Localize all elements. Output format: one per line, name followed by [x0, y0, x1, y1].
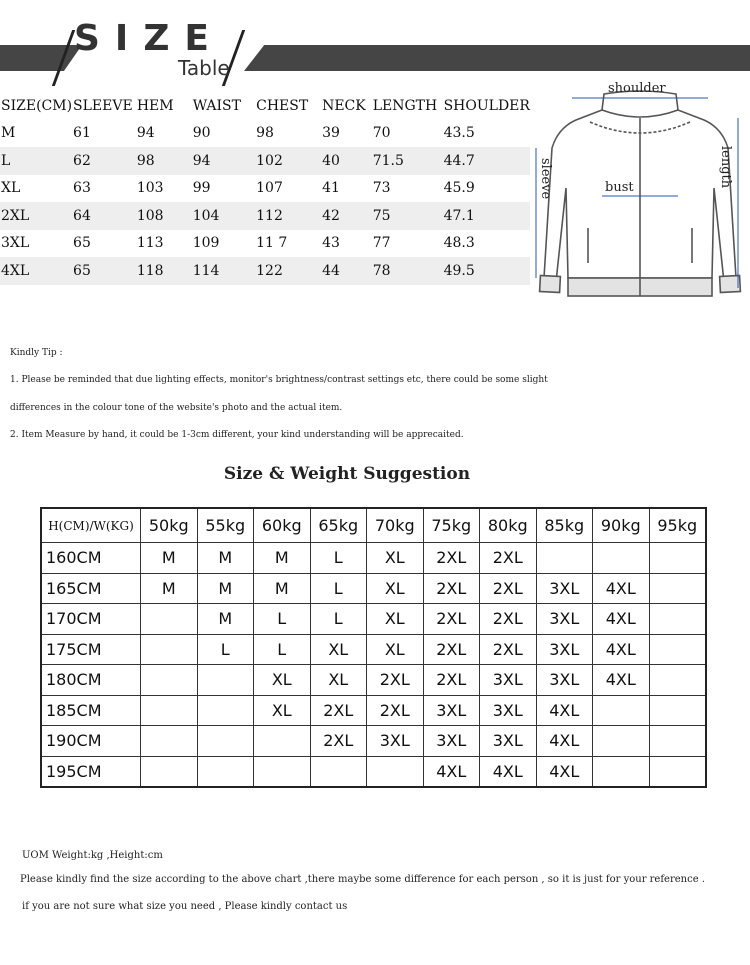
size-table-cell: 71.5 [372, 147, 443, 175]
weight-table-row [41, 756, 706, 787]
size-table-cell: 108 [136, 202, 192, 230]
size-suggestion-cell: M [197, 604, 254, 635]
size-table-cell: 45.9 [443, 180, 475, 197]
size-suggestion-cell: 2XL [310, 726, 367, 757]
weight-table-row [41, 695, 706, 726]
size-suggestion-cell: M [141, 573, 198, 604]
size-table-cell: 4XL [0, 257, 72, 285]
size-table-cell: 39 [322, 125, 340, 142]
weight-column-header: 90kg [593, 508, 650, 543]
size-suggestion-cell: M [197, 573, 254, 604]
size-table-cell: XL [1, 180, 21, 197]
size-table-cell: 42 [321, 202, 372, 230]
size-measurement-table [0, 92, 530, 285]
size-table-cell: 118 [136, 257, 192, 285]
size-table-cell: 112 [255, 202, 321, 230]
size-suggestion-cell: 4XL [593, 665, 650, 696]
size-suggestion-cell: 4XL [536, 756, 593, 787]
size-suggestion-cell: XL [367, 634, 424, 665]
weight-table-row [41, 543, 706, 574]
size-table-cell: 43.5 [443, 125, 475, 142]
contact-note: if you are not sure what size you need , Please kindly contact us [22, 901, 348, 912]
weight-column-header: 75kg [423, 508, 480, 543]
size-suggestion-cell: XL [254, 665, 311, 696]
size-suggestion-cell [141, 665, 198, 696]
bust-label: bust [605, 180, 634, 195]
size-suggestion-cell: 2XL [480, 543, 537, 574]
weight-table-row [41, 634, 706, 665]
size-suggestion-cell: L [310, 543, 367, 574]
size-suggestion-cell: 2XL [423, 665, 480, 696]
size-suggestion-cell [254, 726, 311, 757]
size-table-cell: 40 [321, 147, 372, 175]
weight-chart-title: Size & Weight Suggestion [223, 464, 471, 484]
size-table-cell: 75 [372, 202, 443, 230]
weight-table-row [41, 726, 706, 757]
size-table-row [0, 230, 530, 258]
weight-column-header: 50kg [141, 508, 198, 543]
size-table-row [0, 175, 530, 203]
height-row-header: 180CM [41, 665, 141, 696]
size-suggestion-cell [593, 695, 650, 726]
size-table-row [0, 147, 530, 175]
size-suggestion-cell [593, 726, 650, 757]
header-bar-right [244, 45, 750, 71]
size-suggestion-cell: 3XL [536, 604, 593, 635]
size-suggestion-cell: L [310, 573, 367, 604]
size-table-header [0, 0, 750, 90]
tip-line-2: differences in the colour tone of the website's photo and the actual item. [10, 403, 343, 413]
tip-title: Kindly Tip : [10, 348, 63, 358]
size-suggestion-cell: 2XL [423, 634, 480, 665]
size-weight-table [40, 507, 707, 788]
size-table-cell: 49.5 [443, 257, 530, 285]
size-suggestion-cell [649, 695, 706, 726]
size-table-cell: 109 [192, 235, 220, 252]
size-suggestion-cell: XL [367, 543, 424, 574]
size-table-cell: 47.1 [443, 202, 530, 230]
size-suggestion-cell [367, 756, 424, 787]
size-suggestion-cell: XL [367, 604, 424, 635]
size-suggestion-cell: XL [254, 695, 311, 726]
size-table-cell: 3XL [1, 235, 30, 252]
size-suggestion-cell: 3XL [536, 665, 593, 696]
size-suggestion-cell [649, 573, 706, 604]
size-suggestion-cell: 3XL [423, 726, 480, 757]
size-suggestion-cell: 2XL [423, 543, 480, 574]
size-table-cell: 104 [192, 202, 255, 230]
size-table-cell: 98 [256, 125, 274, 142]
size-suggestion-cell [649, 604, 706, 635]
size-heading: SIZE [74, 18, 225, 59]
size-suggestion-cell [536, 543, 593, 574]
size-suggestion-cell [141, 726, 198, 757]
size-suggestion-cell [141, 756, 198, 787]
size-table-cell: 70 [372, 125, 391, 142]
size-suggestion-cell: XL [367, 573, 424, 604]
weight-table-row [41, 573, 706, 604]
weight-column-header: 80kg [480, 508, 537, 543]
size-suggestion-cell: 4XL [593, 604, 650, 635]
size-table-cell: 48.3 [443, 235, 475, 252]
size-suggestion-cell: 2XL [480, 573, 537, 604]
size-table-cell: 64 [72, 202, 136, 230]
size-suggestion-cell [593, 756, 650, 787]
weight-table-corner-cell: H(CM)/W(KG) [41, 508, 141, 543]
size-table-cell: M [1, 125, 16, 142]
size-table-cell: 122 [255, 257, 321, 285]
size-table-cell: 102 [255, 147, 321, 175]
size-suggestion-cell: 2XL [480, 634, 537, 665]
size-suggestion-cell: XL [310, 665, 367, 696]
size-suggestion-cell: 3XL [480, 665, 537, 696]
size-table-row [0, 257, 530, 285]
weight-table-row [41, 665, 706, 696]
weight-table-row [41, 604, 706, 635]
height-row-header: 190CM [41, 726, 141, 757]
height-row-header: 165CM [41, 573, 141, 604]
size-table-cell: L [0, 147, 72, 175]
size-suggestion-cell: XL [310, 634, 367, 665]
size-suggestion-cell [649, 726, 706, 757]
size-table-cell: 44 [321, 257, 372, 285]
size-table-header-cell: SHOULDER [443, 97, 530, 114]
size-suggestion-cell [141, 634, 198, 665]
height-row-header: 160CM [41, 543, 141, 574]
size-table-cell: 107 [256, 180, 283, 197]
size-table-cell: 41 [322, 180, 340, 197]
size-table-cell: 11 7 [256, 235, 288, 252]
size-table-row [0, 120, 530, 148]
size-suggestion-cell: 2XL [310, 695, 367, 726]
shoulder-label: shoulder [608, 81, 666, 96]
size-suggestion-cell: L [254, 634, 311, 665]
size-suggestion-cell [254, 756, 311, 787]
height-row-header: 185CM [41, 695, 141, 726]
size-suggestion-cell: 4XL [423, 756, 480, 787]
size-table-header-cell: LENGTH [372, 97, 438, 114]
size-suggestion-cell: 3XL [423, 695, 480, 726]
height-row-header: 195CM [41, 756, 141, 787]
size-table-header-cell: HEM [136, 97, 174, 114]
size-table-cell: 2XL [0, 202, 72, 230]
reference-note: Please kindly find the size according to the above chart ,there maybe some difference for each person , so it is just for your reference . [20, 874, 705, 885]
size-suggestion-cell [197, 665, 254, 696]
size-suggestion-cell: L [197, 634, 254, 665]
size-suggestion-cell: L [310, 604, 367, 635]
size-suggestion-cell [593, 543, 650, 574]
size-suggestion-cell: 3XL [367, 726, 424, 757]
size-suggestion-cell [197, 726, 254, 757]
size-table-cell: 114 [192, 257, 255, 285]
size-table-cell: 94 [136, 125, 155, 142]
size-table-cell: 90 [192, 125, 211, 142]
size-table-cell: 61 [73, 125, 91, 142]
size-table-cell: 44.7 [443, 147, 530, 175]
size-suggestion-cell: 4XL [536, 726, 593, 757]
size-table-cell: 98 [136, 147, 192, 175]
size-table-cell: 65 [73, 235, 91, 252]
size-table-header-cell: SLEEVE [73, 97, 133, 114]
length-label: length [718, 146, 733, 189]
size-suggestion-cell [649, 543, 706, 574]
size-suggestion-cell: L [254, 604, 311, 635]
sleeve-label: sleeve [538, 158, 553, 200]
size-suggestion-cell: 3XL [480, 695, 537, 726]
size-suggestion-cell [197, 756, 254, 787]
size-suggestion-cell: M [197, 543, 254, 574]
tip-line-1: 1. Please be reminded that due lighting effects, monitor's brightness/contrast settings etc, there could be some slight [10, 375, 548, 385]
size-table-cell: 99 [192, 180, 211, 197]
size-suggestion-cell: 4XL [480, 756, 537, 787]
size-table-cell: 103 [136, 180, 164, 197]
size-table-cell: 63 [73, 180, 91, 197]
size-suggestion-cell: 4XL [593, 573, 650, 604]
size-suggestion-cell: 4XL [593, 634, 650, 665]
size-suggestion-cell [649, 634, 706, 665]
size-suggestion-cell [649, 756, 706, 787]
size-suggestion-cell: 3XL [480, 726, 537, 757]
size-suggestion-cell: 2XL [423, 573, 480, 604]
size-table-header-cell: NECK [322, 97, 366, 114]
weight-column-header: 55kg [197, 508, 254, 543]
table-subheading: Table [178, 56, 230, 80]
size-suggestion-cell: 2XL [367, 695, 424, 726]
size-suggestion-cell [649, 665, 706, 696]
size-suggestion-cell: 2XL [480, 604, 537, 635]
size-suggestion-cell [310, 756, 367, 787]
size-table-header-cell: SIZE(CM) [1, 97, 73, 114]
height-row-header: 170CM [41, 604, 141, 635]
weight-column-header: 65kg [310, 508, 367, 543]
weight-column-header: 85kg [536, 508, 593, 543]
jacket-diagram [530, 78, 750, 318]
size-suggestion-cell [141, 604, 198, 635]
uom-note: UOM Weight:kg ,Height:cm [22, 850, 163, 861]
height-row-header: 175CM [41, 634, 141, 665]
size-table-header-cell: WAIST [192, 97, 241, 114]
size-suggestion-cell: 4XL [536, 695, 593, 726]
size-table-cell: 113 [136, 235, 164, 252]
size-suggestion-cell: 3XL [536, 634, 593, 665]
size-suggestion-cell [141, 695, 198, 726]
size-suggestion-cell: 2XL [367, 665, 424, 696]
size-table-cell: 78 [372, 257, 443, 285]
weight-table-header-row [41, 508, 706, 543]
size-table-header-cell: CHEST [256, 97, 309, 114]
size-suggestion-cell: M [254, 573, 311, 604]
size-suggestion-cell: 2XL [423, 604, 480, 635]
size-table-cell: 65 [72, 257, 136, 285]
size-suggestion-cell: M [254, 543, 311, 574]
header-bar-left [0, 45, 82, 71]
size-suggestion-cell: 3XL [536, 573, 593, 604]
weight-column-header: 70kg [367, 508, 424, 543]
size-table-cell: 77 [372, 235, 391, 252]
weight-column-header: 60kg [254, 508, 311, 543]
weight-column-header: 95kg [649, 508, 706, 543]
size-table-header-row [0, 92, 530, 120]
size-table-cell: 43 [322, 235, 340, 252]
size-table-cell: 94 [192, 147, 255, 175]
size-suggestion-cell: M [141, 543, 198, 574]
size-table-row [0, 202, 530, 230]
size-suggestion-cell [197, 695, 254, 726]
size-table-cell: 62 [72, 147, 136, 175]
size-table-cell: 73 [372, 180, 391, 197]
tip-line-3: 2. Item Measure by hand, it could be 1-3cm different, your kind understanding will be apprecaited. [10, 430, 464, 440]
